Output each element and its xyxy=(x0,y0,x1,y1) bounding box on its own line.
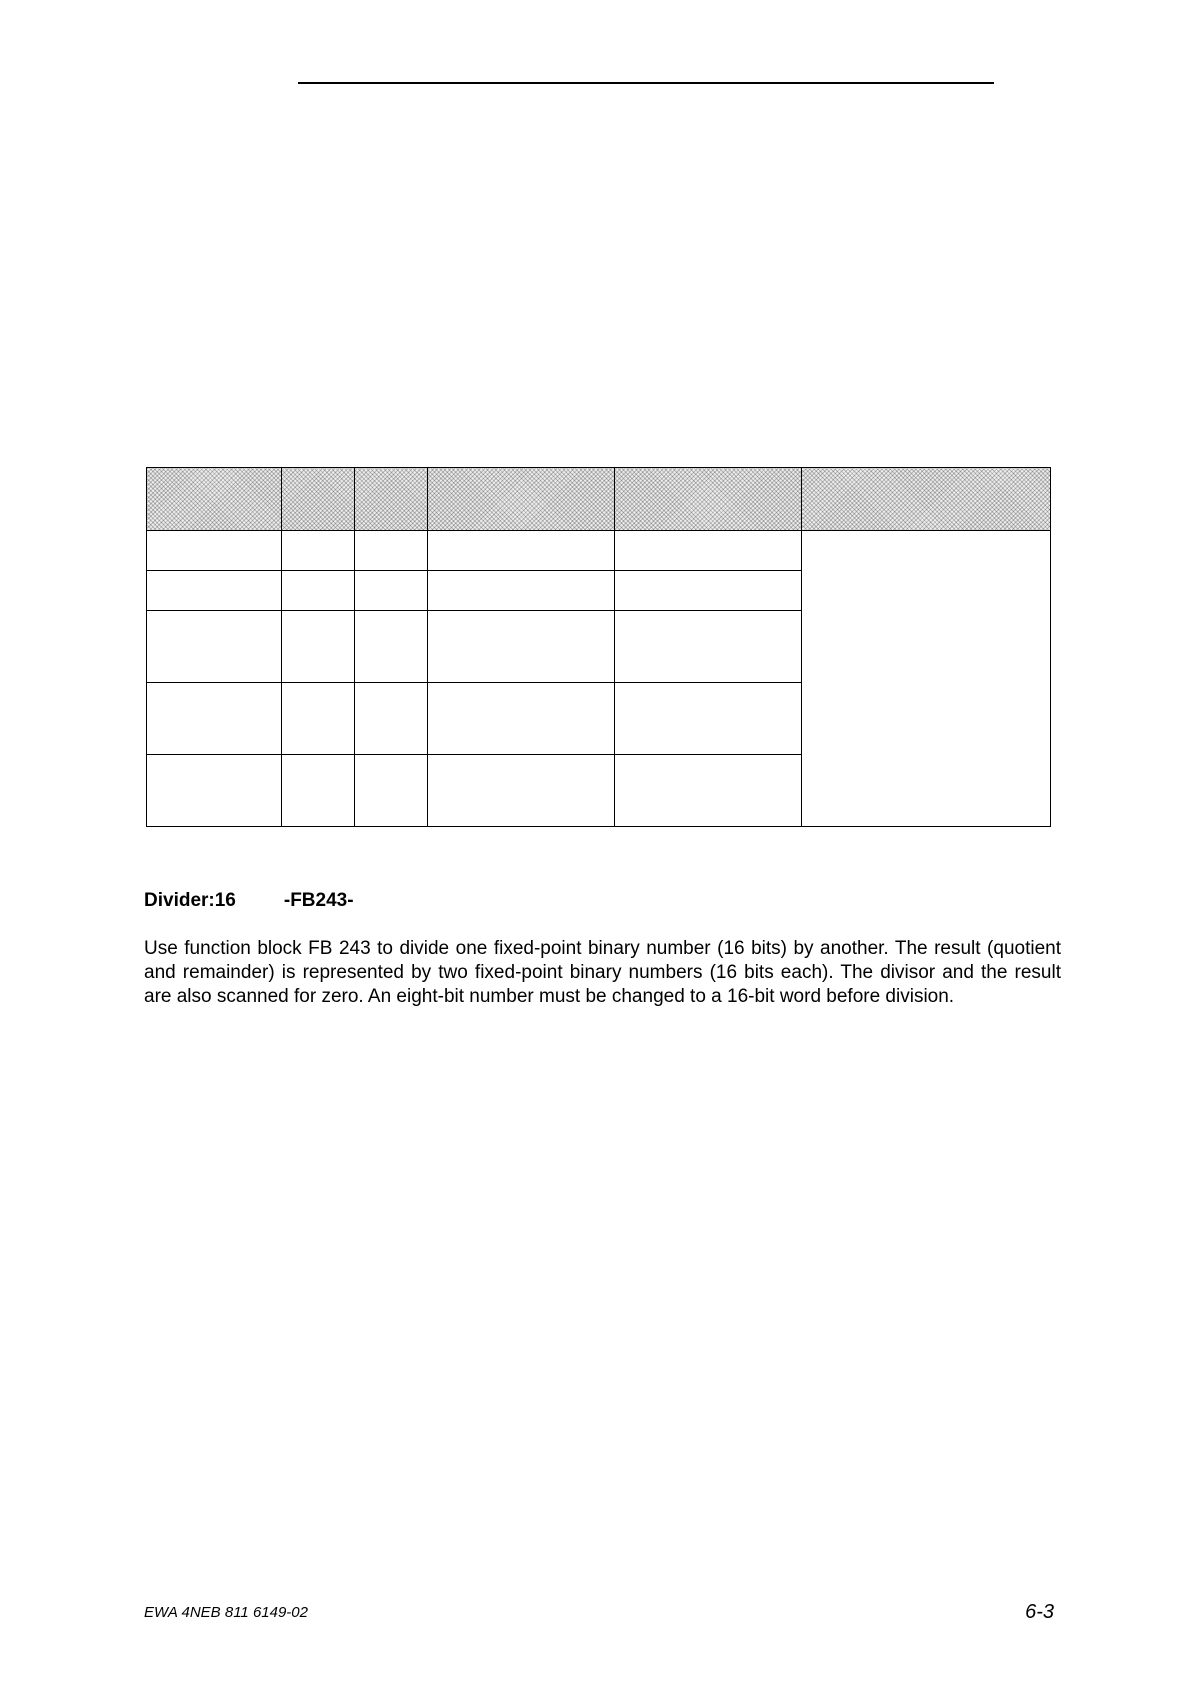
parameter-table xyxy=(146,467,1051,827)
section-body-text: Use function block FB 243 to divide one fixed-point binary number (16 bits) by another. The result (quotient and remainder) is represented by two fixed-point binary numbers (16 bits each). The divisor and the result are also scanned for zero. An eight-bit number must be changed to a 16-bit word before division. xyxy=(144,938,1061,1007)
table-cell xyxy=(282,755,355,827)
table-cell xyxy=(147,611,282,683)
table-cell xyxy=(282,531,355,571)
table-cell xyxy=(147,571,282,611)
table-cell xyxy=(147,531,282,571)
table-cell xyxy=(428,755,615,827)
table-cell xyxy=(147,755,282,827)
footer-doc-number: EWA 4NEB 811 6149-02 xyxy=(144,1604,308,1621)
table-cell xyxy=(615,531,802,571)
section-title-name: Divider:16 xyxy=(144,890,236,911)
table-cell xyxy=(147,683,282,755)
table-header-cell xyxy=(282,468,355,531)
table-header-row xyxy=(147,468,1051,531)
table-merged-cell xyxy=(802,531,1051,827)
table-cell xyxy=(428,683,615,755)
table-cell xyxy=(615,683,802,755)
table-header-cell xyxy=(147,468,282,531)
table-cell xyxy=(615,571,802,611)
table-cell xyxy=(355,755,428,827)
table-cell xyxy=(615,611,802,683)
table-header-cell xyxy=(355,468,428,531)
table-cell xyxy=(428,531,615,571)
section-title xyxy=(144,890,354,912)
footer-page-number: 6-3 xyxy=(1025,1601,1054,1623)
table-cell xyxy=(428,571,615,611)
table-cell xyxy=(615,755,802,827)
table-header-cell xyxy=(428,468,615,531)
table-cell xyxy=(355,683,428,755)
table-cell xyxy=(282,611,355,683)
table-cell xyxy=(355,611,428,683)
table-cell xyxy=(282,571,355,611)
section-title-code: -FB243- xyxy=(283,890,354,911)
table-header-cell xyxy=(802,468,1051,531)
header-rule xyxy=(298,82,994,84)
table-cell xyxy=(355,571,428,611)
parameter-table-container xyxy=(146,467,1050,827)
table-row xyxy=(147,531,1051,571)
table-header-cell xyxy=(615,468,802,531)
table-cell xyxy=(282,683,355,755)
table-cell xyxy=(355,531,428,571)
table-cell xyxy=(428,611,615,683)
